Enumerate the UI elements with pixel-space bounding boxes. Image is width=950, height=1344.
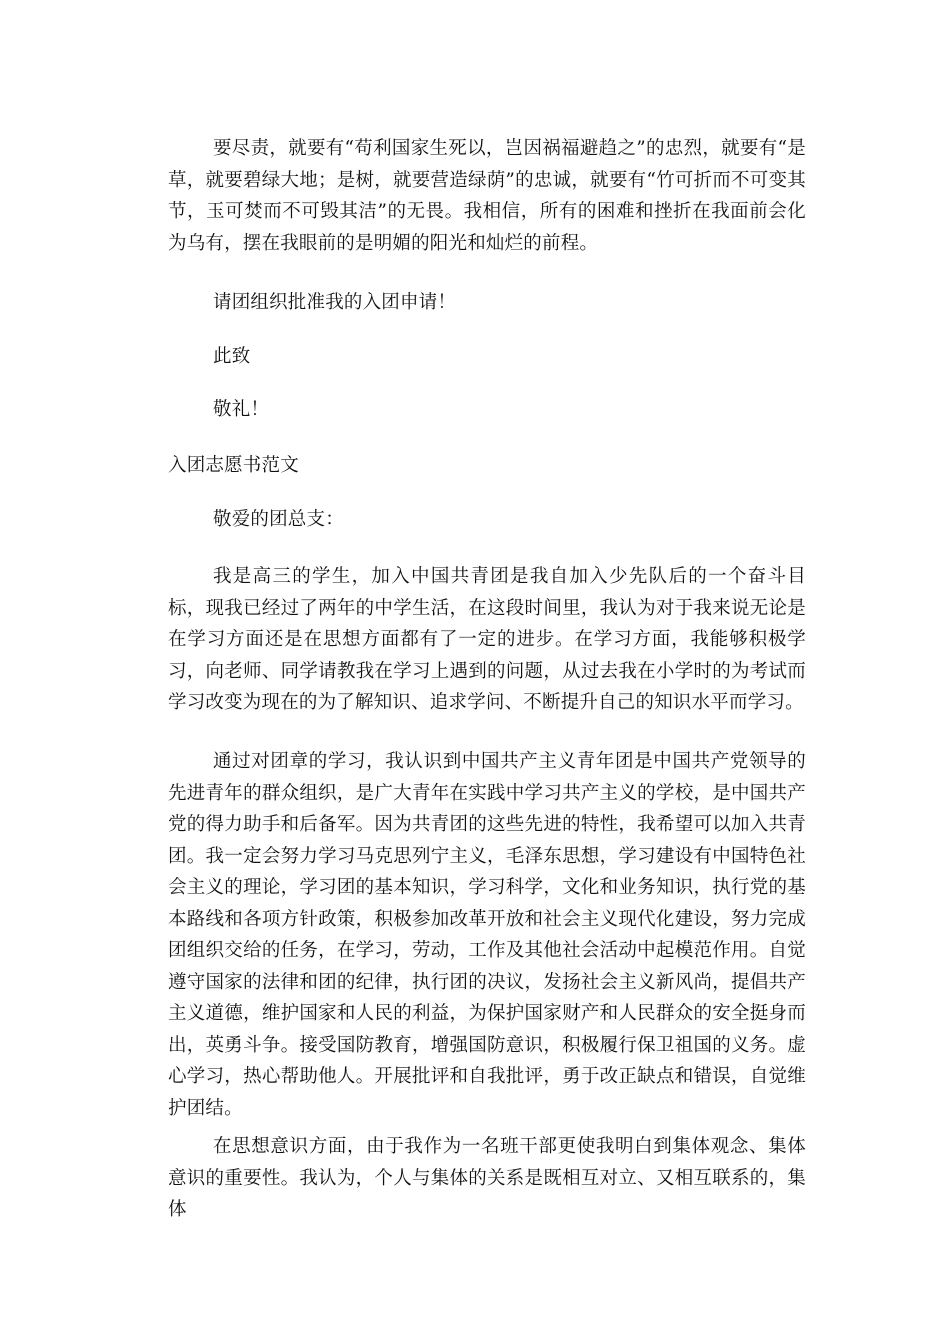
paragraph-1: 要尽责，就要有“苟利国家生死以，岂因祸福避趋之”的忠烈，就要有“是草，就要碧绿大地；是树，就要营造绿荫”的忠诚，就要有“竹可折而不可变其节，玉可焚而不可毁其洁”的无畏。我相信，所有的困难和挫折在我面前会化为乌有，摆在我眼前的是明媚的阳光和灿烂的前程。 (168, 138, 806, 254)
paragraph-5: 我是高三的学生，加入中国共青团是我自加入少先队后的一个奋斗目标，现我已经过了两年的中学生活，在这段时间里，我认为对于我来说无论是在学习方面还是在思想方面都有了一定的进步。在学习方面，我能够积极学习，向老师、同学请教我在学习上遇到的问题，从过去我在小学时的为考试而学习改变为现在的为了解知识、追求学问、不断提升自己的知识水平而学习。 (168, 566, 806, 713)
section-heading: 入团志愿书范文 (168, 455, 299, 476)
paragraph-request: 请团组织批准我的入团申请！ (213, 292, 457, 313)
closing-cizhi: 此致 (213, 346, 251, 367)
salutation: 敬爱的团总支： (213, 509, 344, 530)
closing-jingli: 敬礼！ (213, 399, 270, 420)
paragraph-7: 在思想意识方面，由于我作为一名班干部更使我明白到集体观念、集体意识的重要性。我认为，个人与集体的关系是既相互对立、又相互联系的，集体 (168, 1136, 806, 1220)
paragraph-6: 通过对团章的学习，我认识到中国共产主义青年团是中国共产党领导的先进青年的群众组织，是广大青年在实践中学习共产主义的学校，是中国共产党的得力助手和后备军。因为共青团的这些先进的特性，我希望可以加入共青团。我一定会努力学习马克思列宁主义，毛泽东思想，学习建设有中国特色社会主义的理论，学习团的基本知识，学习科学，文化和业务知识，执行党的基本路线和各项方针政策，积极参加改革开放和社会主义现代化建设，努力完成团组织交给的任务，在学习，劳动，工作及其他社会活动中起模范作用。自觉遵守国家的法律和团的纪律，执行团的决议，发扬社会主义新风尚，提倡共产主义道德，维护国家和人民的利益，为保护国家财产和人民群众的安全挺身而出，英勇斗争。接受国防教育，增强国防意识，积极履行保卫祖国的义务。虚心学习，热心帮助他人。开展批评和自我批评，勇于改正缺点和错误，自觉维护团结。 (168, 751, 806, 1119)
